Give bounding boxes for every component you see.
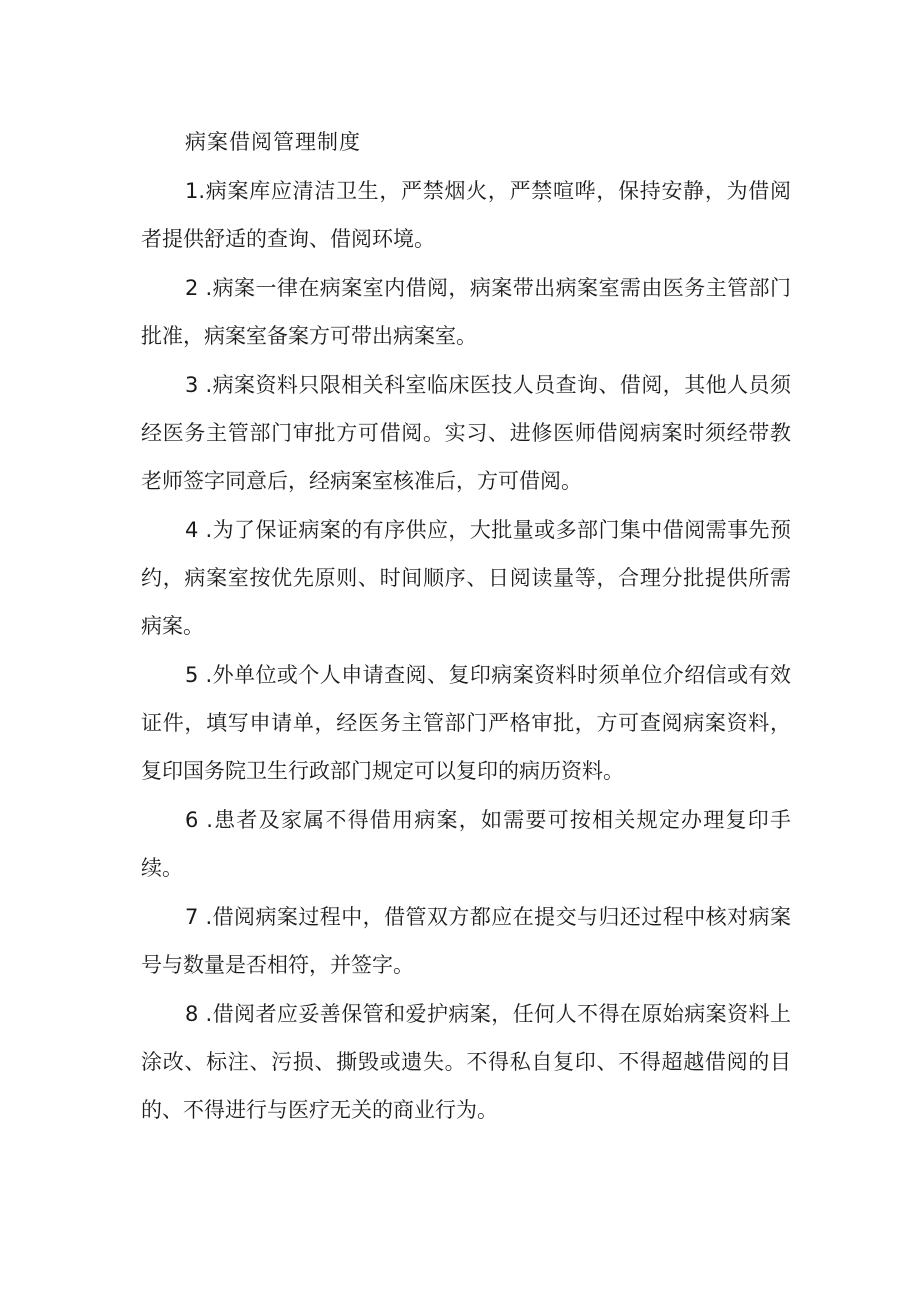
rule-paragraph-7: 7 .借阅病案过程中，借管双方都应在提交与归还过程中核对病案号与数量是否相符，并签字。: [141, 905, 791, 977]
rule-paragraph-4: 4 .为了保证病案的有序供应，大批量或多部门集中借阅需事先预约，病案室按优先原则、时间顺序、日阅读量等，合理分批提供所需病案。: [141, 518, 791, 638]
rule-paragraph-5: 5 .外单位或个人申请查阅、复印病案资料时须单位介绍信或有效证件，填写申请单，经医务主管部门严格审批，方可查阅病案资料，复印国务院卫生行政部门规定可以复印的病历资料。: [141, 663, 791, 783]
rule-paragraph-1: 1.病案库应清洁卫生，严禁烟火，严禁喧哗，保持安静，为借阅者提供舒适的查询、借阅环境。: [141, 179, 791, 251]
rule-paragraph-8: 8 .借阅者应妥善保管和爱护病案，任何人不得在原始病案资料上涂改、标注、污损、撕毁或遗失。不得私自复印、不得超越借阅的目的、不得进行与医疗无关的商业行为。: [141, 1002, 791, 1122]
rule-paragraph-6: 6 .患者及家属不得借用病案，如需要可按相关规定办理复印手续。: [141, 808, 791, 880]
document-title: 病案借阅管理制度: [185, 130, 361, 154]
rule-paragraph-3: 3 .病案资料只限相关科室临床医技人员查询、借阅，其他人员须经医务主管部门审批方可借阅。实习、进修医师借阅病案时须经带教老师签字同意后，经病案室核准后，方可借阅。: [141, 373, 791, 493]
rule-paragraph-2: 2 .病案一律在病案室内借阅，病案带出病案室需由医务主管部门批准，病案室备案方可带出病案室。: [141, 276, 791, 348]
